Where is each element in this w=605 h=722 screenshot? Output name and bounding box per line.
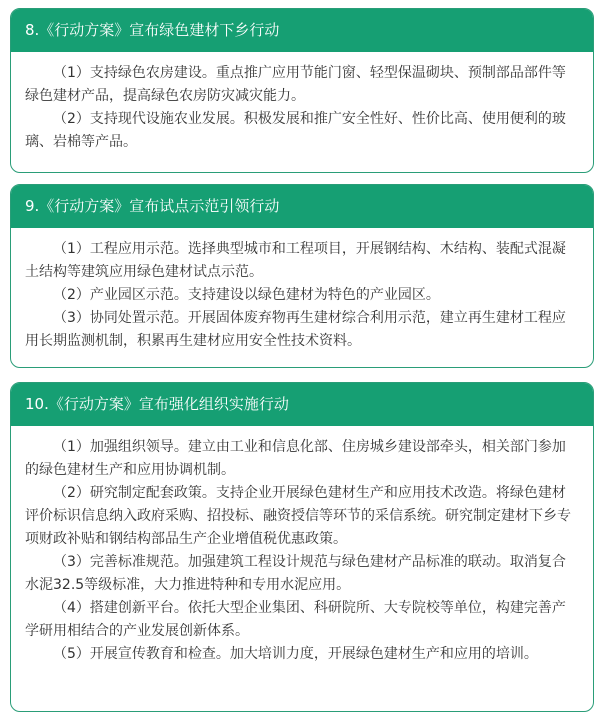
- paragraph: （4）搭建创新平台。依托大型企业集团、科研院所、大专院校等单位，构建完善产学研用相结合的产业发展创新体系。: [25, 600, 566, 639]
- paragraph: （2）研究制定配套政策。支持企业开展绿色建材生产和应用技术改造。将绿色建材评价标识信息纳入政府采购、招投标、融资授信等环节的采信系统。研究制定建材下乡专项财政补贴和钢结构部品生产企业增值税优惠政策。: [25, 485, 571, 547]
- paragraph: （3）协同处置示范。开展固体废弃物再生建材综合利用示范，建立再生建材工程应用长期监测机制，积累再生建材应用安全性技术资料。: [25, 310, 566, 349]
- paragraph: （1）工程应用示范。选择典型城市和工程项目，开展钢结构、木结构、装配式混凝土结构等建筑应用绿色建材试点示范。: [25, 241, 566, 280]
- paragraph: （2）产业园区示范。支持建设以绿色建材为特色的产业园区。: [53, 287, 440, 303]
- paragraph: （1）支持绿色农房建设。重点推广应用节能门窗、轻型保温砌块、预制部品部件等绿色建材产品，提高绿色农房防灾减灾能力。: [25, 65, 566, 104]
- paragraph: （3）完善标准规范。加强建筑工程设计规范与绿色建材产品标准的联动。取消复合水泥32.5等级标准，大力推进特种和专用水泥应用。: [25, 554, 566, 593]
- section-card-10: [10, 382, 594, 712]
- paragraph: （2）支持现代设施农业发展。积极发展和推广安全性好、性价比高、使用便利的玻璃、岩棉等产品。: [25, 111, 566, 150]
- section-card-8: [10, 8, 594, 173]
- section-title: 8.《行动方案》宣布绿色建材下乡行动: [11, 9, 593, 52]
- section-card-9: [10, 184, 594, 368]
- section-title: 9.《行动方案》宣布试点示范引领行动: [11, 185, 593, 228]
- section-body: [11, 52, 593, 154]
- section-body: [11, 426, 593, 666]
- section-body: [11, 228, 593, 353]
- section-title: 10.《行动方案》宣布强化组织实施行动: [11, 383, 593, 426]
- paragraph: （1）加强组织领导。建立由工业和信息化部、住房城乡建设部牵头，相关部门参加的绿色建材生产和应用协调机制。: [25, 439, 566, 478]
- paragraph: （5）开展宣传教育和检查。加大培训力度，开展绿色建材生产和应用的培训。: [53, 646, 538, 662]
